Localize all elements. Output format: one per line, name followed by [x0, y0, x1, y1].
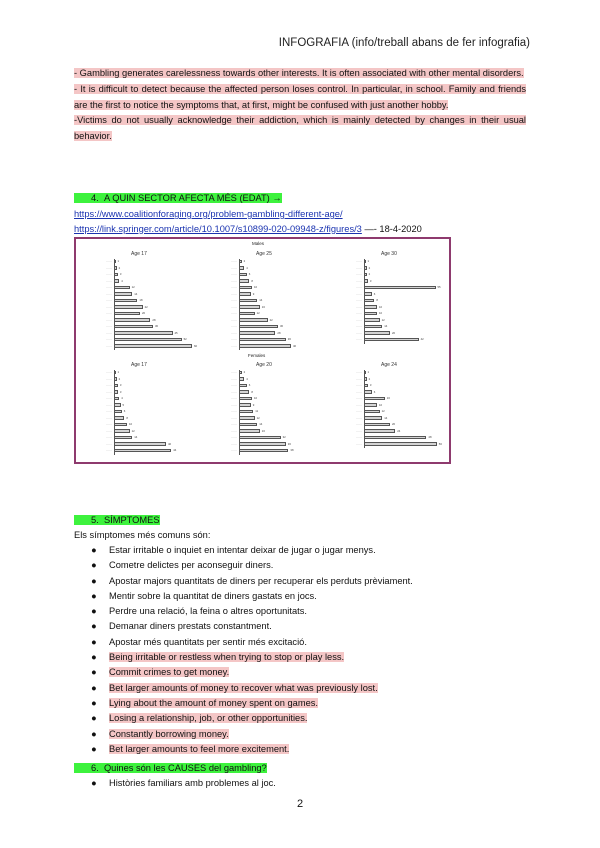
- chart-category-label: ······: [356, 311, 362, 315]
- link-springer[interactable]: https://link.springer.com/article/10.1007/s10899-020-09948-z/figures/3: [74, 223, 362, 234]
- chart-category-label: ······: [356, 330, 362, 335]
- chart-data-label: 12: [256, 415, 260, 420]
- chart-bar: [114, 449, 171, 452]
- chart-bar: [239, 338, 286, 341]
- chart-bar: [239, 325, 278, 328]
- chart-category-label: ······: [106, 376, 112, 381]
- chart-bar: [114, 318, 150, 321]
- panel-title: Age 24: [381, 362, 397, 368]
- list-item: ● Losing a relationship, job, or other opportunities.: [91, 713, 308, 724]
- chart-bar: [239, 318, 268, 321]
- chart-bar: [364, 260, 366, 263]
- chart-data-label: 10: [379, 311, 383, 315]
- chart-category-label: ······: [356, 428, 362, 433]
- chart-data-label: 55: [437, 285, 441, 289]
- chart-bar: [239, 344, 291, 347]
- chart-category-label: ······: [356, 409, 362, 413]
- chart-bar: [364, 410, 380, 413]
- chart-bar: [239, 286, 252, 289]
- chart-category-label: ······: [231, 317, 237, 322]
- chart-data-label: 14: [134, 291, 138, 296]
- chart-data-label: 14: [384, 324, 388, 328]
- chart-data-label: 12: [381, 409, 385, 413]
- chart-category-label: ······: [231, 415, 237, 420]
- chart-bar: [114, 442, 166, 445]
- chart-data-label: 32: [282, 435, 286, 439]
- chart-data-label: 1: [367, 370, 370, 374]
- chart-category-label: ······: [106, 278, 112, 283]
- chart-data-label: 36: [287, 337, 291, 341]
- chart-bar: [364, 442, 437, 445]
- chart-bar: [239, 410, 253, 413]
- chart-bar: [114, 266, 117, 269]
- chart-data-label: 20: [392, 330, 396, 335]
- chart-category-label: ······: [106, 324, 112, 328]
- chart-category-label: ······: [106, 285, 112, 289]
- chart-data-label: 52: [183, 337, 187, 341]
- chart-data-label: 10: [379, 402, 383, 407]
- chart-category-label: ······: [356, 317, 362, 322]
- chart-data-label: 14: [134, 435, 138, 439]
- chart-data-label: 40: [293, 343, 297, 348]
- list-item: ● Demanar diners prestats constantment.: [91, 621, 272, 632]
- chart-bar: [364, 312, 377, 315]
- chart-category-label: ······: [356, 370, 362, 374]
- chart-category-label: ······: [106, 402, 112, 407]
- chart-category-label: ······: [106, 389, 112, 394]
- chart-data-label: 9: [252, 402, 255, 407]
- chart-data-label: 56: [438, 441, 442, 446]
- chart-data-label: 12: [256, 311, 260, 315]
- chart-category-label: ······: [231, 428, 237, 433]
- chart-data-label: 10: [379, 304, 383, 309]
- chart-data-label: 44: [173, 448, 177, 452]
- chart-data-label: 8: [251, 389, 253, 394]
- chart-category-label: ······: [106, 265, 112, 270]
- chart-category-label: ······: [231, 278, 237, 283]
- panel-title: Age 17: [131, 362, 147, 368]
- chart-category-label: ······: [356, 324, 362, 328]
- chart-data-label: 12: [381, 317, 385, 322]
- chart-bar: [114, 299, 137, 302]
- chart-bar: [364, 423, 390, 426]
- list-item: ● Estar irritable o inquiet en intentar deixar de jugar o jugar menys.: [91, 545, 376, 555]
- chart-data-label: 16: [261, 304, 265, 309]
- page-number: 2: [296, 798, 304, 810]
- chart-category-label: ······: [231, 298, 237, 302]
- chart-category-label: ······: [231, 304, 237, 309]
- chart-category-label: ······: [106, 330, 112, 335]
- chart-bar: [364, 384, 368, 387]
- chart-data-label: 22: [144, 304, 148, 309]
- chart-category-label: ······: [106, 298, 112, 302]
- chart-bar: [364, 266, 367, 269]
- chart-category-label: ······: [356, 265, 362, 270]
- chart-bar: [364, 331, 390, 334]
- chart-data-label: 2: [118, 265, 121, 270]
- symptoms-intro: Els símptomes més comuns són:: [74, 530, 211, 540]
- link-date: —- 18-4-2020: [364, 223, 422, 234]
- chart-category-label: ······: [231, 409, 237, 413]
- list-item: ● Històries familiars amb problemes al joc.: [91, 778, 276, 788]
- chart-data-label: 28: [277, 330, 281, 335]
- list-item: ● Lying about the amount of money spent on games.: [91, 697, 318, 708]
- chart-bar: [239, 384, 247, 387]
- chart-data-label: 18: [139, 298, 143, 302]
- chart-category-label: ······: [231, 396, 237, 400]
- chart-category-label: ······: [231, 272, 237, 276]
- chart-data-label: 20: [142, 311, 146, 315]
- chart-bar: [364, 390, 372, 393]
- chart-category-label: ······: [106, 337, 112, 341]
- chart-category-label: ······: [106, 435, 112, 439]
- chart-category-label: ······: [356, 415, 362, 420]
- chart-data-label: 3: [119, 389, 122, 394]
- intro-paragraph: - Gambling generates carelessness towards other interests. It is often associated with other mental disorders.: [74, 68, 524, 78]
- chart-bar: [114, 416, 124, 419]
- intro-text: [74, 66, 526, 145]
- chart-category-label: ······: [356, 435, 362, 439]
- chart-category-label: ······: [231, 376, 237, 381]
- section-6-heading: [74, 761, 267, 775]
- chart-data-label: 6: [248, 383, 251, 387]
- chart-bar: [364, 429, 395, 432]
- chart-data-label: 12: [131, 428, 135, 433]
- chart-category-label: ······: [106, 441, 112, 446]
- list-item: ● Apostar més quantitats per sentir més excitació.: [91, 636, 307, 647]
- chart-category-label: ······: [106, 396, 112, 400]
- chart-category-label: ······: [231, 285, 237, 289]
- chart-bar: [364, 292, 372, 295]
- chart-category-label: ······: [106, 370, 112, 374]
- chart-data-label: 42: [420, 337, 424, 341]
- chart-bar: [114, 384, 118, 387]
- section-title: Quines són les CAUSES del gambling?: [103, 763, 267, 773]
- list-item: ● Being irritable or restless when trying to stop or play less.: [91, 652, 345, 663]
- chart-category-label: ······: [106, 428, 112, 433]
- chart-data-label: 2: [368, 376, 371, 381]
- chart-category-label: ······: [106, 311, 112, 315]
- chart-bar: [239, 390, 249, 393]
- chart-category-label: ······: [356, 402, 362, 407]
- chart-bar: [364, 436, 426, 439]
- chart-data-label: 2: [243, 259, 246, 263]
- chart-data-label: 22: [269, 317, 273, 322]
- chart-bar: [364, 377, 367, 380]
- chart-category-label: ······: [106, 317, 112, 322]
- chart-data-label: 3: [369, 278, 372, 283]
- chart-category-label: ······: [356, 422, 362, 426]
- chart-category-label: ······: [356, 396, 362, 400]
- chart-bar: [239, 403, 251, 406]
- chart-data-label: 48: [428, 435, 432, 439]
- chart-data-label: 36: [287, 441, 291, 446]
- chart-data-label: 10: [254, 396, 258, 400]
- chart-data-label: 11: [255, 409, 259, 413]
- chart-category-label: ······: [231, 265, 237, 270]
- chart-bar: [239, 305, 260, 308]
- page-header: INFOGRAFIA (info/treball abans de fer infografia): [278, 37, 530, 49]
- chart-bar: [114, 273, 118, 276]
- chart-bar: [239, 279, 249, 282]
- list-item: ● Bet larger amounts of money to recover what was previously lost.: [91, 682, 378, 693]
- chart-bar: [239, 429, 260, 432]
- chart-data-label: 3: [369, 383, 372, 387]
- chart-data-label: 24: [397, 428, 401, 433]
- list-item: ● Mentir sobre la quantitat de diners gastats en jocs.: [91, 590, 317, 601]
- chart-category-label: ······: [106, 448, 112, 452]
- chart-category-label: ······: [356, 376, 362, 381]
- chart-data-label: 14: [384, 415, 388, 420]
- chart-data-label: 1: [117, 370, 120, 374]
- chart-bar: [364, 397, 385, 400]
- chart-data-label: 14: [259, 298, 263, 302]
- chart-category-label: ······: [106, 422, 112, 426]
- chart-data-label: 8: [251, 278, 253, 283]
- chart-bar: [114, 397, 119, 400]
- chart-bar: [239, 397, 252, 400]
- chart-bar: [239, 292, 251, 295]
- section-number: 6.: [91, 763, 99, 773]
- source-links: [74, 207, 422, 236]
- chart-data-label: 30: [155, 324, 159, 328]
- chart-bar: [239, 331, 275, 334]
- list-item: ● Apostar majors quantitats de diners per recuperar els perduts prèviament.: [91, 575, 413, 586]
- chart-bar: [114, 331, 173, 334]
- chart-data-label: 40: [168, 441, 172, 446]
- chart-data-label: 2: [368, 272, 371, 276]
- chart-category-label: ······: [231, 370, 237, 374]
- chart-category-label: ······: [106, 291, 112, 296]
- section-number: 4.: [91, 193, 99, 203]
- chart-data-label: 38: [290, 448, 294, 452]
- chart-bar: [114, 429, 130, 432]
- chart-bar: [239, 312, 255, 315]
- chart-data-label: 14: [259, 422, 263, 426]
- chart-bar: [114, 423, 127, 426]
- chart-bar: [114, 436, 132, 439]
- chart-category-label: ······: [231, 441, 237, 446]
- chart-bar: [239, 377, 244, 380]
- chart-bar: [239, 371, 242, 374]
- chart-category-label: ······: [356, 285, 362, 289]
- chart-category-label: ······: [356, 337, 362, 341]
- causes-list: [74, 776, 276, 791]
- chart-bar: [239, 273, 247, 276]
- chart-category-label: ······: [231, 324, 237, 328]
- chart-data-label: 6: [373, 291, 376, 296]
- chart-data-label: 4: [121, 396, 123, 400]
- chart-data-label: 10: [129, 422, 133, 426]
- section-number: 5.: [91, 515, 99, 525]
- chart-data-label: 16: [261, 428, 265, 433]
- chart-category-label: ······: [356, 272, 362, 276]
- chart-data-label: 1: [367, 259, 370, 263]
- chart-category-label: ······: [106, 259, 112, 263]
- chart-data-label: 20: [392, 422, 396, 426]
- chart-category-label: ······: [231, 383, 237, 387]
- chart-data-label: 2: [118, 376, 121, 381]
- chart-data-label: 2: [243, 370, 246, 374]
- age-gambling-chart-figure: [74, 237, 451, 464]
- chart-data-label: 6: [248, 272, 251, 276]
- chart-bar: [114, 305, 143, 308]
- chart-category-label: ······: [356, 304, 362, 309]
- list-item: ● Constantly borrowing money.: [91, 728, 229, 739]
- chart-category-label: ······: [231, 422, 237, 426]
- chart-category-label: ······: [106, 272, 112, 276]
- chart-data-label: 28: [152, 317, 156, 322]
- chart-bar: [239, 299, 257, 302]
- chart-bar: [239, 416, 255, 419]
- chart-category-label: ······: [106, 415, 112, 420]
- chart-data-label: 30: [280, 324, 284, 328]
- chart-data-label: 2: [368, 265, 371, 270]
- section-title: SÍMPTOMES: [103, 515, 160, 525]
- chart-category-label: ······: [356, 441, 362, 446]
- intro-paragraph: -Victims do not usually acknowledge their addiction, which is mainly detected by changes in their usual behavior.: [74, 115, 526, 142]
- chart-data-label: 1: [117, 259, 120, 263]
- chart-bar: [114, 338, 182, 341]
- chart-data-label: 45: [174, 330, 178, 335]
- chart-data-label: 60: [194, 343, 198, 348]
- chart-category-label: ······: [106, 304, 112, 309]
- chart-bar: [114, 403, 121, 406]
- section-title: A QUIN SECTOR AFECTA MÉS (EDAT) →: [103, 193, 282, 203]
- chart-bar: [239, 442, 286, 445]
- chart-bar: [364, 371, 366, 374]
- chart-data-label: 16: [386, 396, 390, 400]
- chart-bar: [364, 338, 419, 341]
- chart-bar: [114, 292, 132, 295]
- panel-title: Age 25: [256, 251, 272, 257]
- chart-category-label: ······: [106, 383, 112, 387]
- chart-category-label: ······: [356, 389, 362, 394]
- chart-bar: [114, 286, 130, 289]
- chart-category-label: ······: [231, 389, 237, 394]
- list-item: ● Perdre una relació, la feina o altres oportunitats.: [91, 606, 307, 617]
- chart-category-label: ······: [356, 298, 362, 302]
- chart-bar: [114, 344, 192, 347]
- chart-data-label: 12: [131, 285, 135, 289]
- chart-data-label: 3: [119, 272, 122, 276]
- section-4-heading: [74, 191, 282, 205]
- chart-data-label: 5: [122, 402, 125, 407]
- chart-bar: [114, 371, 116, 374]
- chart-data-label: 6: [123, 409, 126, 413]
- chart-category-label: ······: [231, 259, 237, 263]
- chart-category-label: ······: [231, 448, 237, 452]
- link-coalition[interactable]: https://www.coalitionforaging.org/problem-gambling-different-age/: [74, 209, 343, 219]
- chart-bar: [239, 266, 244, 269]
- chart-bar: [114, 410, 122, 413]
- chart-category-label: ······: [231, 402, 237, 407]
- chart-bar: [114, 390, 118, 393]
- chart-category-label: ······: [356, 291, 362, 296]
- chart-data-label: 4: [121, 278, 123, 283]
- chart-bar: [364, 299, 374, 302]
- section-5-heading: [74, 513, 160, 527]
- chart-data-label: 10: [254, 285, 258, 289]
- chart-category-label: ······: [231, 337, 237, 341]
- chart-category-label: ······: [231, 311, 237, 315]
- chart-bar: [364, 403, 377, 406]
- chart-data-label: 6: [373, 389, 376, 394]
- chart-bar: [114, 260, 116, 263]
- chart-bar: [364, 286, 436, 289]
- panel-title: Age 30: [381, 251, 397, 257]
- panel-title: Age 20: [256, 362, 272, 368]
- list-item: ● Bet larger amounts to feel more excitement.: [91, 743, 290, 754]
- chart-category-label: ······: [356, 383, 362, 387]
- chart-category-label: ······: [231, 291, 237, 296]
- chart-category-label: ······: [106, 343, 112, 348]
- chart-bar: [114, 312, 140, 315]
- list-item: ● Commit crimes to get money.: [91, 667, 230, 678]
- females-label: Females: [248, 353, 266, 358]
- chart-category-label: ······: [231, 435, 237, 439]
- chart-bar: [364, 416, 382, 419]
- chart-bar: [239, 260, 242, 263]
- chart-bar: [239, 436, 281, 439]
- chart-data-label: 4: [246, 376, 248, 381]
- chart-data-label: 4: [246, 265, 248, 270]
- intro-paragraph: - It is difficult to detect because the affected person loses control. In particular, in school. Family and friends are the first to notice the symptoms that, at first, might be confused with just another hobby.: [74, 83, 526, 110]
- chart-bar: [114, 377, 117, 380]
- chart-bar: [364, 305, 377, 308]
- chart-category-label: ······: [356, 259, 362, 263]
- symptoms-list: [74, 543, 413, 757]
- chart-bar: [239, 423, 257, 426]
- chart-category-label: ······: [356, 278, 362, 283]
- chart-category-label: ······: [231, 330, 237, 335]
- chart-data-label: 8: [126, 415, 128, 420]
- panel-title: Age 17: [131, 251, 147, 257]
- chart-bar: [364, 273, 367, 276]
- chart-data-label: 3: [119, 383, 122, 387]
- chart-category-label: ······: [106, 409, 112, 413]
- chart-bar: [364, 318, 380, 321]
- chart-bar: [239, 449, 288, 452]
- chart-category-label: ······: [231, 343, 237, 348]
- chart-bar: [364, 279, 368, 282]
- chart-bar: [114, 279, 119, 282]
- list-item: ● Cometre delictes per aconseguir diners.: [91, 560, 274, 571]
- chart-data-label: 8: [376, 298, 378, 302]
- chart-bar: [114, 325, 153, 328]
- chart-bar: [364, 325, 382, 328]
- males-label: Males: [252, 241, 265, 246]
- chart-data-label: 9: [252, 291, 255, 296]
